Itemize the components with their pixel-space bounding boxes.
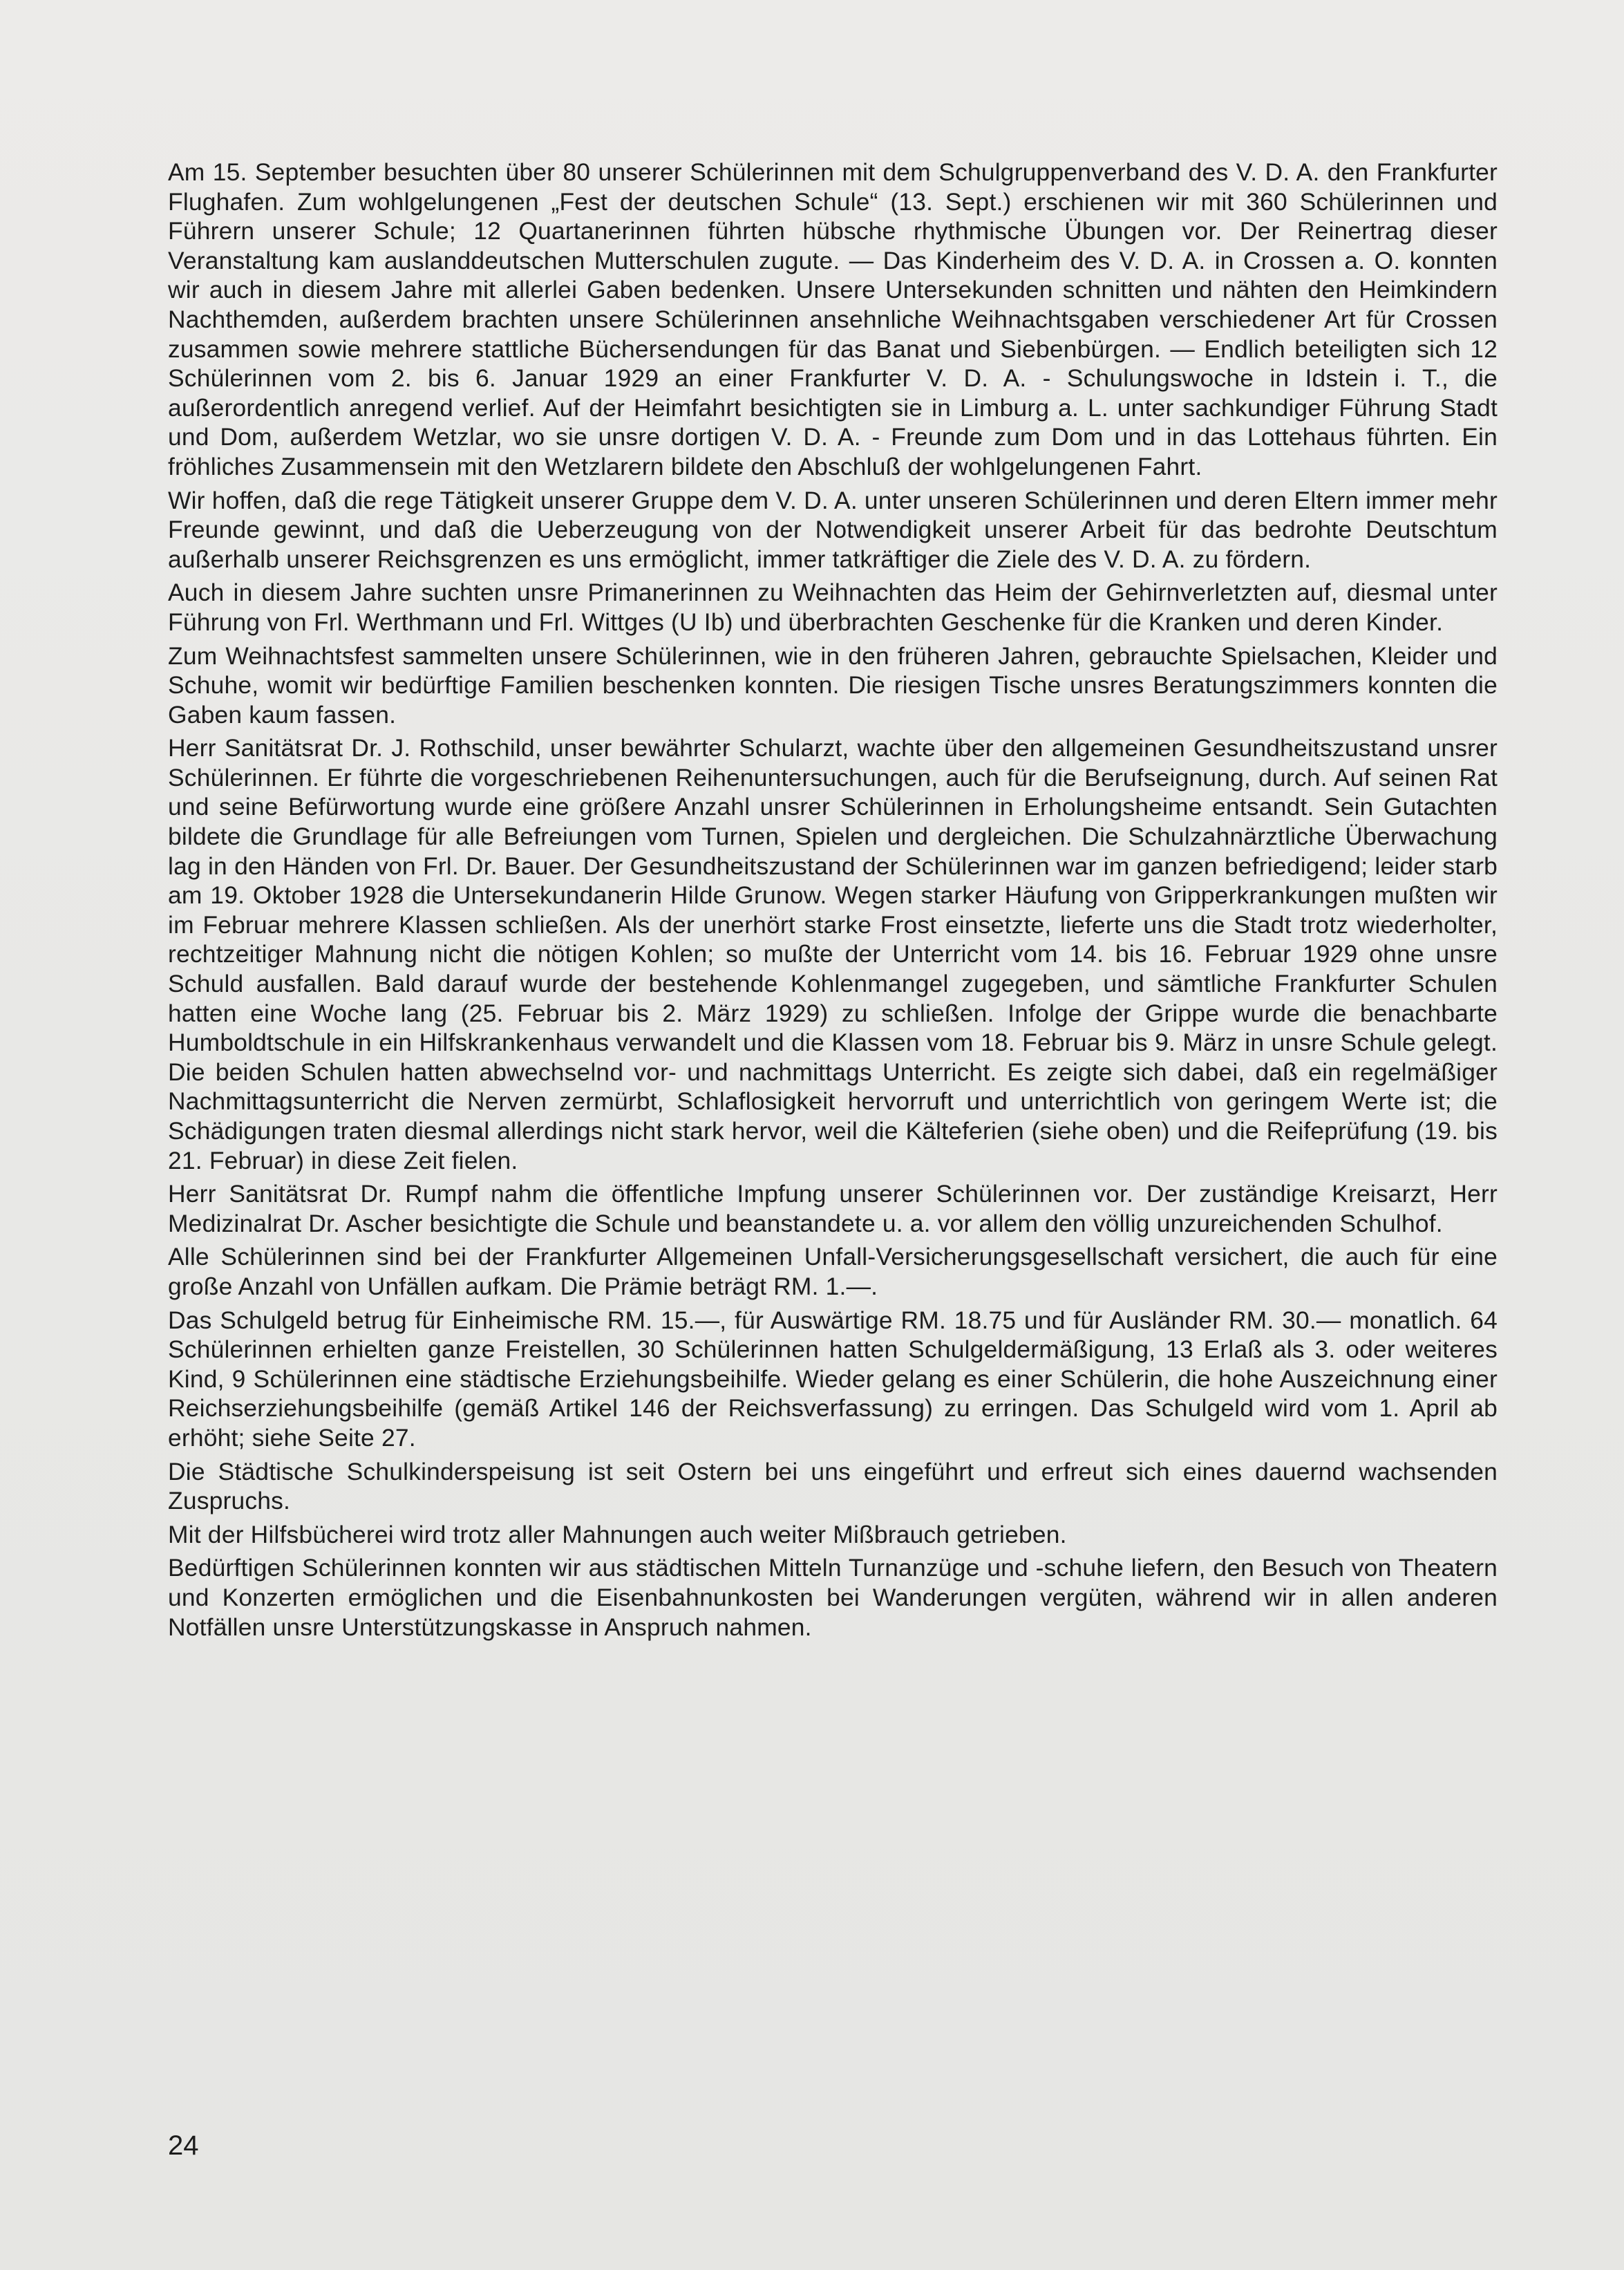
paragraph-vda-hopes: Wir hoffen, daß die rege Tätigkeit unserer Gruppe dem V. D. A. unter unseren Schülerinnen und deren Eltern immer mehr Freunde gewinnt, und daß die Ueberzeugung von der Notwendigkeit unserer Arbeit für das bedrohte Deutschtum außerhalb unserer Reichsgrenzen es uns ermöglicht, immer tatkräftiger die Ziele des V. D. A. zu fördern. <box>168 486 1498 573</box>
paragraph-insurance: Alle Schülerinnen sind bei der Frankfurter Allgemeinen Unfall-Versicherungsgesellschaft versichert, die auch für eine große Anzahl von Unfällen aufkam. Die Prämie beträgt RM. 1.—. <box>168 1243 1498 1300</box>
paragraph-christmas-visit: Auch in diesem Jahre suchten unsre Primanerinnen zu Weihnachten das Heim der Gehirnverletzten auf, diesmal unter Führung von Frl. Werthmann und Frl. Wittges (U Ib) und überbrachten Geschenke für die Kranken und deren Kinder. <box>168 579 1498 636</box>
paragraph-vaccination: Herr Sanitätsrat Dr. Rumpf nahm die öffentliche Impfung unserer Schülerinnen vor. Der zuständige Kreisarzt, Herr Medizinalrat Dr. Ascher besichtigte die Schule und beanstandete u. a. vor allem den völlig unzureichenden Schulhof. <box>168 1180 1498 1237</box>
paragraph-support-fund: Bedürftigen Schülerinnen konnten wir aus städtischen Mitteln Turnanzüge und -schuhe liefern, den Besuch von Theatern und Konzerten ermöglichen und die Eisenbahnunkosten bei Wanderungen vergüten, während wir in allen anderen Notfällen unsre Unterstützungskasse in Anspruch nahmen. <box>168 1554 1498 1641</box>
page-number: 24 <box>168 2130 199 2161</box>
body-text <box>168 158 1498 1646</box>
paragraph-christmas-collection: Zum Weihnachtsfest sammelten unsere Schülerinnen, wie in den früheren Jahren, gebrauchte Spielsachen, Kleider und Schuhe, womit wir bedürftige Familien beschenken konnten. Die riesigen Tische unsres Beratungszimmers konnten die Gaben kaum fassen. <box>168 641 1498 729</box>
paragraph-vda-activities: Am 15. September besuchten über 80 unserer Schülerinnen mit dem Schulgruppenverband des V. D. A. den Frankfurter Flughafen. Zum wohlgelungenen „Fest der deutschen Schule“ (13. Sept.) erschienen wir mit 360 Schülerinnen und Führern unserer Schule; 12 Quartanerinnen führten hübsche rhythmische Übungen vor. Der Reinertrag dieser Veranstaltung kam auslanddeutschen Mutterschulen zugute. — Das Kinderheim des V. D. A. in Crossen a. O. konnten wir auch in diesem Jahre mit allerlei Gaben bedenken. Unsere Untersekunden schnitten und nähten den Heimkindern Nachthemden, außerdem brachten unsere Schülerinnen ansehnliche Weihnachtsgaben verschiedener Art für Crossen zusammen sowie mehrere stattliche Büchersendungen für das Banat und Siebenbürgen. — Endlich beteiligten sich 12 Schülerinnen vom 2. bis 6. Januar 1929 an einer Frankfurter V. D. A. - Schulungswoche in Idstein i. T., die außerordentlich anregend verlief. Auf der Heimfahrt besichtigten sie in Limburg a. L. unter sachkundiger Führung Stadt und Dom, außerdem Wetzlar, wo sie unsre dortigen V. D. A. - Freunde zum Dom und in das Lottehaus führten. Ein fröhliches Zusammensein mit den Wetzlarern bildete den Abschluß der wohlgelungenen Fahrt. <box>168 158 1498 480</box>
paragraph-school-fees: Das Schulgeld betrug für Einheimische RM. 15.—, für Auswärtige RM. 18.75 und für Ausländer RM. 30.— monatlich. 64 Schülerinnen erhielten ganze Freistellen, 30 Schülerinnen hatten Schulgeldermäßigung, 13 Erlaß als 3. oder weiteres Kind, 9 Schülerinnen eine städtische Erziehungsbeihilfe. Wieder gelang es einer Schülerin, die hohe Auszeichnung einer Reichserziehungsbeihilfe (gemäß Artikel 146 der Reichsverfassung) zu erringen. Das Schulgeld wird vom 1. April ab erhöht; siehe Seite 27. <box>168 1306 1498 1452</box>
paragraph-library: Mit der Hilfsbücherei wird trotz aller Mahnungen auch weiter Mißbrauch getrieben. <box>168 1520 1067 1548</box>
paragraph-school-meals: Die Städtische Schulkinderspeisung ist seit Ostern bei uns eingeführt und erfreut sich eines dauernd wachsenden Zuspruchs. <box>168 1457 1498 1515</box>
paragraph-health: Herr Sanitätsrat Dr. J. Rothschild, unser bewährter Schularzt, wachte über den allgemeinen Gesundheitszustand unsrer Schülerinnen. Er führte die vorgeschriebenen Reihenuntersuchungen, auch für die Berufseignung, durch. Auf seinen Rat und seine Befürwortung wurde eine größere Anzahl unsrer Schülerinnen in Erholungsheime entsandt. Sein Gutachten bildete die Grundlage für alle Befreiungen vom Turnen, Spielen und dergleichen. Die Schulzahnärztliche Überwachung lag in den Händen von Frl. Dr. Bauer. Der Gesundheitszustand der Schülerinnen war im ganzen befriedigend; leider starb am 19. Oktober 1928 die Untersekundanerin Hilde Grunow. Wegen starker Häufung von Gripperkrankungen mußten wir im Februar mehrere Klassen schließen. Als der unerhört starke Frost einsetzte, lieferte uns die Stadt trotz wiederholter, rechtzeitiger Mahnung nicht die nötigen Kohlen; so mußte der Unterricht vom 14. bis 16. Februar 1929 ohne unsre Schuld ausfallen. Bald darauf wurde der bestehende Kohlenmangel zugegeben, und sämtliche Frankfurter Schulen hatten eine Woche lang (25. Februar bis 2. März 1929) zu schließen. Infolge der Grippe wurde die benachbarte Humboldtschule in ein Hilfskrankenhaus verwandelt und die Klassen vom 18. Februar bis 9. März in unsre Schule gelegt. Die beiden Schulen hatten abwechselnd vor- und nachmittags Unterricht. Es zeigte sich dabei, daß ein regelmäßiger Nachmittagsunterricht die Nerven zermürbt, Schlaflosigkeit hervorruft und unterrichtlich von geringem Werte ist; die Schädigungen traten diesmal allerdings nicht stark hervor, weil die Kälteferien (siehe oben) und die Reifeprüfung (19. bis 21. Februar) in diese Zeit fielen. <box>168 734 1498 1174</box>
